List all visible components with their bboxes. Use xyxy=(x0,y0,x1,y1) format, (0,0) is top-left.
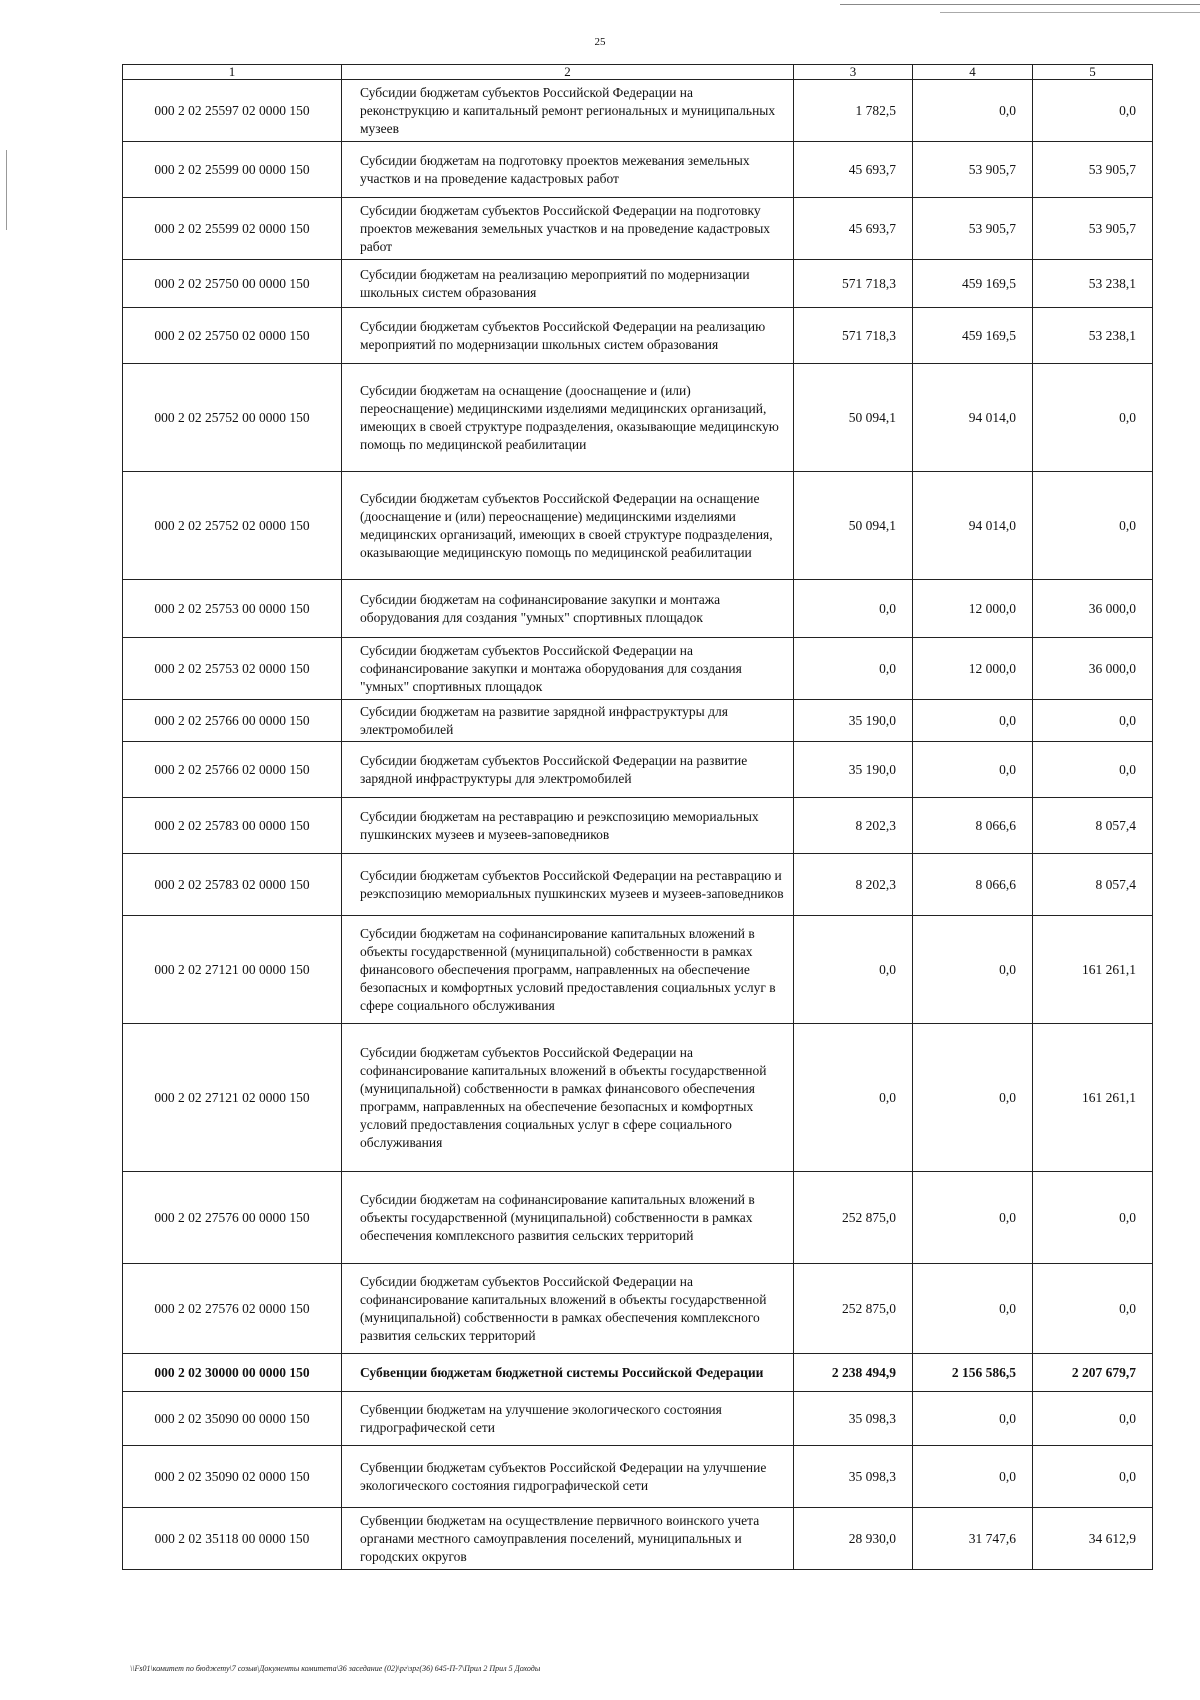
row-name-cell: Субсидии бюджетам субъектов Российской Федерации на софинансирование капитальных вложений в объекты государственной (муниципальной) собственности в рамках финансового обеспечения программ, направленных на обеспечение безопасных и комфортных условий предоставления социальных услуг в сфере социального обслуживания xyxy=(342,1024,794,1172)
row-value-4-cell: 459 169,5 xyxy=(913,260,1033,308)
row-value-4-cell: 12 000,0 xyxy=(913,638,1033,700)
row-value-5-cell: 36 000,0 xyxy=(1033,638,1153,700)
row-code-cell: 000 2 02 30000 00 0000 150 xyxy=(123,1354,342,1392)
row-value-5-cell: 161 261,1 xyxy=(1033,1024,1153,1172)
row-value-4-cell: 0,0 xyxy=(913,916,1033,1024)
table-row xyxy=(123,580,1153,638)
row-name-cell: Субсидии бюджетам на подготовку проектов межевания земельных участков и на проведение кадастровых работ xyxy=(342,142,794,198)
table-row xyxy=(123,1024,1153,1172)
row-name-cell: Субсидии бюджетам на реализацию мероприятий по модернизации школьных систем образования xyxy=(342,260,794,308)
row-value-4-cell: 0,0 xyxy=(913,1024,1033,1172)
row-value-4-cell: 8 066,6 xyxy=(913,798,1033,854)
row-value-3-cell: 1 782,5 xyxy=(794,80,913,142)
table-header-row xyxy=(123,65,1153,80)
row-value-3-cell: 252 875,0 xyxy=(794,1172,913,1264)
column-header-value-5: 5 xyxy=(1033,65,1153,80)
row-value-4-cell: 12 000,0 xyxy=(913,580,1033,638)
row-value-3-cell: 0,0 xyxy=(794,638,913,700)
row-value-5-cell: 0,0 xyxy=(1033,742,1153,798)
row-value-4-cell: 0,0 xyxy=(913,1264,1033,1354)
table-body xyxy=(123,80,1153,1570)
table-row xyxy=(123,472,1153,580)
table-row xyxy=(123,700,1153,742)
row-name-cell: Субсидии бюджетам на софинансирование капитальных вложений в объекты государственной (муниципальной) собственности в рамках обеспечения комплексного развития сельских территорий xyxy=(342,1172,794,1264)
row-value-3-cell: 35 190,0 xyxy=(794,742,913,798)
row-code-cell: 000 2 02 25752 00 0000 150 xyxy=(123,364,342,472)
top-scan-line-secondary xyxy=(940,12,1200,13)
row-value-3-cell: 0,0 xyxy=(794,1024,913,1172)
row-name-cell: Субвенции бюджетам субъектов Российской Федерации на улучшение экологического состояния гидрографической сети xyxy=(342,1446,794,1508)
row-value-4-cell: 31 747,6 xyxy=(913,1508,1033,1570)
row-value-3-cell: 45 693,7 xyxy=(794,142,913,198)
row-code-cell: 000 2 02 27576 02 0000 150 xyxy=(123,1264,342,1354)
left-scan-mark xyxy=(6,150,7,230)
row-code-cell: 000 2 02 25753 00 0000 150 xyxy=(123,580,342,638)
row-value-3-cell: 571 718,3 xyxy=(794,260,913,308)
table-row xyxy=(123,1446,1153,1508)
row-name-cell: Субвенции бюджетам на улучшение экологического состояния гидрографической сети xyxy=(342,1392,794,1446)
table-row xyxy=(123,1392,1153,1446)
row-code-cell: 000 2 02 27121 00 0000 150 xyxy=(123,916,342,1024)
row-value-5-cell: 53 905,7 xyxy=(1033,198,1153,260)
row-code-cell: 000 2 02 25766 02 0000 150 xyxy=(123,742,342,798)
row-value-3-cell: 50 094,1 xyxy=(794,364,913,472)
table-row xyxy=(123,916,1153,1024)
row-value-4-cell: 94 014,0 xyxy=(913,472,1033,580)
row-code-cell: 000 2 02 35090 02 0000 150 xyxy=(123,1446,342,1508)
row-name-cell: Субсидии бюджетам субъектов Российской Федерации на софинансирование капитальных вложений в объекты государственной (муниципальной) собственности в рамках обеспечения комплексного развития сельских территорий xyxy=(342,1264,794,1354)
row-value-4-cell: 94 014,0 xyxy=(913,364,1033,472)
row-value-5-cell: 0,0 xyxy=(1033,1172,1153,1264)
row-value-5-cell: 0,0 xyxy=(1033,80,1153,142)
row-value-4-cell: 0,0 xyxy=(913,1172,1033,1264)
table-row xyxy=(123,1264,1153,1354)
column-header-name: 2 xyxy=(342,65,794,80)
row-code-cell: 000 2 02 25750 00 0000 150 xyxy=(123,260,342,308)
row-name-cell: Субсидии бюджетам на развитие зарядной инфраструктуры для электромобилей xyxy=(342,700,794,742)
row-value-3-cell: 571 718,3 xyxy=(794,308,913,364)
row-value-5-cell: 8 057,4 xyxy=(1033,854,1153,916)
row-code-cell: 000 2 02 25752 02 0000 150 xyxy=(123,472,342,580)
row-name-cell: Субсидии бюджетам субъектов Российской Федерации на подготовку проектов межевания земельных участков и на проведение кадастровых работ xyxy=(342,198,794,260)
table-row xyxy=(123,260,1153,308)
table-row xyxy=(123,364,1153,472)
table-row xyxy=(123,1508,1153,1570)
row-value-3-cell: 8 202,3 xyxy=(794,798,913,854)
row-value-3-cell: 35 098,3 xyxy=(794,1446,913,1508)
column-header-value-4: 4 xyxy=(913,65,1033,80)
row-code-cell: 000 2 02 25597 02 0000 150 xyxy=(123,80,342,142)
row-value-3-cell: 8 202,3 xyxy=(794,854,913,916)
row-value-3-cell: 2 238 494,9 xyxy=(794,1354,913,1392)
row-code-cell: 000 2 02 25599 02 0000 150 xyxy=(123,198,342,260)
row-value-4-cell: 0,0 xyxy=(913,1392,1033,1446)
table-row xyxy=(123,142,1153,198)
row-name-cell: Субсидии бюджетам субъектов Российской Федерации на развитие зарядной инфраструктуры для электромобилей xyxy=(342,742,794,798)
row-value-3-cell: 0,0 xyxy=(794,580,913,638)
table-row xyxy=(123,798,1153,854)
row-value-5-cell: 53 905,7 xyxy=(1033,142,1153,198)
row-name-cell: Субсидии бюджетам субъектов Российской Федерации на оснащение (дооснащение и (или) переоснащение) медицинскими изделиями медицинских организаций, имеющих в своей структуре подразделения, оказывающие медицинскую помощь по медицинской реабилитации xyxy=(342,472,794,580)
row-value-5-cell: 161 261,1 xyxy=(1033,916,1153,1024)
row-code-cell: 000 2 02 25753 02 0000 150 xyxy=(123,638,342,700)
table-row xyxy=(123,1172,1153,1264)
row-value-4-cell: 8 066,6 xyxy=(913,854,1033,916)
row-name-cell: Субсидии бюджетам субъектов Российской Федерации на реставрацию и реэкспозицию мемориальных пушкинских музеев и музеев-заповедников xyxy=(342,854,794,916)
row-value-5-cell: 8 057,4 xyxy=(1033,798,1153,854)
table-row xyxy=(123,198,1153,260)
row-name-cell: Субсидии бюджетам на софинансирование закупки и монтажа оборудования для создания "умных" спортивных площадок xyxy=(342,580,794,638)
row-value-5-cell: 36 000,0 xyxy=(1033,580,1153,638)
row-value-3-cell: 35 190,0 xyxy=(794,700,913,742)
row-value-4-cell: 459 169,5 xyxy=(913,308,1033,364)
row-name-cell: Субсидии бюджетам субъектов Российской Федерации на реализацию мероприятий по модернизации школьных систем образования xyxy=(342,308,794,364)
row-code-cell: 000 2 02 35118 00 0000 150 xyxy=(123,1508,342,1570)
table-row xyxy=(123,80,1153,142)
column-header-code: 1 xyxy=(123,65,342,80)
top-scan-line xyxy=(840,4,1200,5)
row-value-4-cell: 2 156 586,5 xyxy=(913,1354,1033,1392)
row-code-cell: 000 2 02 25599 00 0000 150 xyxy=(123,142,342,198)
row-value-3-cell: 28 930,0 xyxy=(794,1508,913,1570)
row-value-4-cell: 0,0 xyxy=(913,1446,1033,1508)
row-value-5-cell: 0,0 xyxy=(1033,472,1153,580)
row-value-4-cell: 0,0 xyxy=(913,742,1033,798)
table-row xyxy=(123,742,1153,798)
row-name-cell: Субсидии бюджетам на софинансирование капитальных вложений в объекты государственной (муниципальной) собственности в рамках финансового обеспечения программ, направленных на обеспечение безопасных и комфортных условий предоставления социальных услуг в сфере социального обслуживания xyxy=(342,916,794,1024)
table-row xyxy=(123,638,1153,700)
row-value-4-cell: 53 905,7 xyxy=(913,198,1033,260)
row-name-cell: Субсидии бюджетам субъектов Российской Федерации на софинансирование закупки и монтажа оборудования для создания "умных" спортивных площадок xyxy=(342,638,794,700)
row-value-5-cell: 2 207 679,7 xyxy=(1033,1354,1153,1392)
row-value-5-cell: 53 238,1 xyxy=(1033,260,1153,308)
row-value-5-cell: 0,0 xyxy=(1033,1446,1153,1508)
row-code-cell: 000 2 02 25783 00 0000 150 xyxy=(123,798,342,854)
page-number: 25 xyxy=(594,36,606,48)
row-value-4-cell: 0,0 xyxy=(913,700,1033,742)
row-value-4-cell: 53 905,7 xyxy=(913,142,1033,198)
row-name-cell: Субвенции бюджетам бюджетной системы Российской Федерации xyxy=(342,1354,794,1392)
row-name-cell: Субвенции бюджетам на осуществление первичного воинского учета органами местного самоуправления поселений, муниципальных и городских округов xyxy=(342,1508,794,1570)
row-code-cell: 000 2 02 27576 00 0000 150 xyxy=(123,1172,342,1264)
table-row xyxy=(123,308,1153,364)
row-value-5-cell: 0,0 xyxy=(1033,1392,1153,1446)
row-value-5-cell: 0,0 xyxy=(1033,364,1153,472)
row-name-cell: Субсидии бюджетам субъектов Российской Федерации на реконструкцию и капитальный ремонт региональных и муниципальных музеев xyxy=(342,80,794,142)
row-value-5-cell: 0,0 xyxy=(1033,1264,1153,1354)
row-value-5-cell: 0,0 xyxy=(1033,700,1153,742)
row-value-3-cell: 0,0 xyxy=(794,916,913,1024)
row-value-3-cell: 252 875,0 xyxy=(794,1264,913,1354)
footer-file-path: \\Fs01\комитет по бюджету\7 созыв\Документы комитета\36 заседание (02)\рг\зрг(36) 645-П-7\Прил 2 Прил 5 Доходы xyxy=(130,1664,541,1673)
row-value-3-cell: 35 098,3 xyxy=(794,1392,913,1446)
table-row xyxy=(123,1354,1153,1392)
row-name-cell: Субсидии бюджетам на реставрацию и реэкспозицию мемориальных пушкинских музеев и музеев-заповедников xyxy=(342,798,794,854)
row-value-4-cell: 0,0 xyxy=(913,80,1033,142)
row-value-5-cell: 53 238,1 xyxy=(1033,308,1153,364)
row-value-3-cell: 45 693,7 xyxy=(794,198,913,260)
column-header-value-3: 3 xyxy=(794,65,913,80)
row-value-3-cell: 50 094,1 xyxy=(794,472,913,580)
revenue-table xyxy=(122,64,1153,1570)
row-code-cell: 000 2 02 25750 02 0000 150 xyxy=(123,308,342,364)
row-value-5-cell: 34 612,9 xyxy=(1033,1508,1153,1570)
table-row xyxy=(123,854,1153,916)
row-code-cell: 000 2 02 35090 00 0000 150 xyxy=(123,1392,342,1446)
row-code-cell: 000 2 02 27121 02 0000 150 xyxy=(123,1024,342,1172)
row-name-cell: Субсидии бюджетам на оснащение (дооснащение и (или) переоснащение) медицинскими изделиями медицинских организаций, имеющих в своей структуре подразделения, оказывающие медицинскую помощь по медицинской реабилитации xyxy=(342,364,794,472)
row-code-cell: 000 2 02 25783 02 0000 150 xyxy=(123,854,342,916)
row-code-cell: 000 2 02 25766 00 0000 150 xyxy=(123,700,342,742)
